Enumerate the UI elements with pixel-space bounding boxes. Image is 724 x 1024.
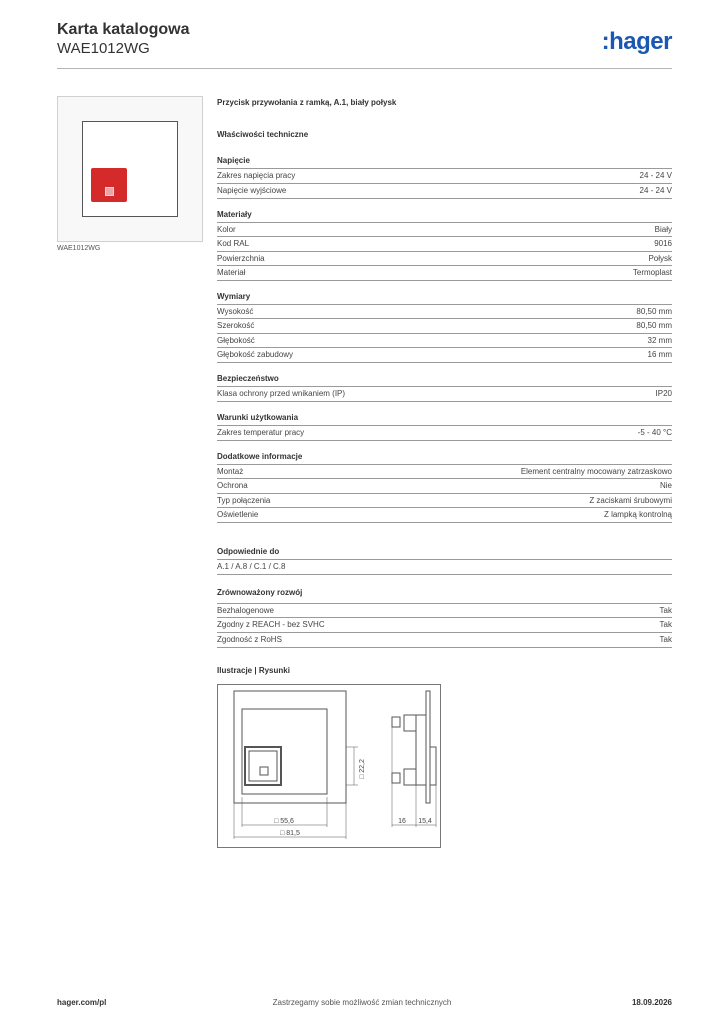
page-title: Karta katalogowa [57, 21, 190, 38]
spec-key: Bezhalogenowe [217, 606, 274, 615]
product-frame-plate [82, 121, 178, 217]
product-image-caption: WAE1012WG [57, 245, 101, 252]
spec-key: Zgodny z REACH - bez SVHC [217, 620, 325, 629]
spec-key: Materiał [217, 268, 246, 277]
spec-row [217, 425, 672, 441]
spec-value: Element centralny mocowany zatrzaskowo [520, 467, 672, 476]
spec-value: Połysk [648, 254, 672, 263]
spec-value: Tak [659, 635, 672, 644]
spec-key: Ochrona [217, 481, 248, 490]
spec-row [217, 386, 672, 402]
spec-value: -5 - 40 °C [637, 428, 672, 437]
spec-row [217, 507, 672, 523]
spec-key: Oświetlenie [217, 510, 259, 519]
spec-row [217, 632, 672, 648]
spec-row [217, 168, 672, 183]
spec-row [217, 464, 672, 479]
spec-value: Termoplast [632, 268, 672, 277]
spec-row [217, 603, 672, 618]
product-image [57, 96, 203, 242]
spec-row [217, 478, 672, 493]
spec-row [217, 265, 672, 281]
spec-row [217, 222, 672, 237]
technical-drawing [217, 684, 441, 848]
hager-logo: :hager [601, 28, 672, 55]
technical-drawing-svg [218, 685, 440, 847]
spec-key: Zakres temperatur pracy [217, 428, 305, 437]
tech-properties-title: Właściwości techniczne [217, 130, 309, 139]
spec-key: Głębokość [217, 336, 255, 345]
side-clip-bottom [404, 769, 416, 785]
side-screw-top [392, 717, 400, 727]
side-screw-bottom [392, 773, 400, 783]
spec-value: Tak [659, 620, 672, 629]
dim-height: □ 22,2 [359, 759, 366, 779]
dim-depth-b: 15,4 [418, 818, 432, 825]
spec-row [217, 493, 672, 508]
front-button-lamp [260, 767, 268, 775]
spec-value: Tak [659, 606, 672, 615]
side-button [430, 747, 436, 785]
section-title-bezpieczenstwo: Bezpieczeństwo [217, 374, 279, 383]
spec-key: Kolor [217, 225, 236, 234]
front-button-inner [249, 751, 277, 781]
spec-value: Biały [654, 225, 672, 234]
indicator-lamp-icon [105, 187, 114, 196]
spec-key: Typ połączenia [217, 496, 271, 505]
header-divider [57, 68, 672, 69]
side-frame [426, 691, 430, 803]
side-clip-top [404, 715, 416, 731]
footer-date: 18.09.2026 [631, 998, 672, 1007]
spec-value: 16 mm [647, 350, 672, 359]
spec-row [217, 333, 672, 348]
spec-key: Napięcie wyjściowe [217, 186, 287, 195]
product-name: Przycisk przywołania z ramką, A.1, biały połysk [217, 98, 397, 107]
spec-value: 24 - 24 V [639, 186, 672, 195]
spec-row [217, 347, 672, 363]
spec-key: Montaż [217, 467, 244, 476]
dim-outer-width: □ 81,5 [280, 830, 300, 837]
section-title-odpowiednie: Odpowiednie do [217, 547, 280, 556]
spec-row [217, 251, 672, 266]
spec-value: Z zaciskami śrubowymi [589, 496, 672, 505]
section-title-materialy: Materiały [217, 210, 252, 219]
front-button [245, 747, 281, 785]
side-body [416, 715, 426, 785]
spec-row [217, 304, 672, 319]
section-title-zrownowazony: Zrównoważony rozwój [217, 588, 303, 597]
section-title-warunki: Warunki użytkowania [217, 413, 299, 422]
spec-row [217, 559, 672, 575]
spec-key: Szerokość [217, 321, 255, 330]
spec-key: A.1 / A.8 / C.1 / C.8 [217, 562, 286, 571]
spec-row [217, 183, 672, 199]
spec-key: Zakres napięcia pracy [217, 171, 296, 180]
spec-value: IP20 [655, 389, 672, 398]
dim-depth-a: 16 [398, 818, 406, 825]
spec-key: Wysokość [217, 307, 254, 316]
section-title-napiecie: Napięcie [217, 156, 250, 165]
spec-value: 80,50 mm [636, 321, 672, 330]
spec-key: Klasa ochrony przed wnikaniem (IP) [217, 389, 346, 398]
spec-row [217, 318, 672, 333]
section-title-wymiary: Wymiary [217, 292, 251, 301]
spec-value: Z lampką kontrolną [603, 510, 672, 519]
footer-website-link[interactable]: hager.com/pl [57, 998, 107, 1007]
spec-row [217, 617, 672, 632]
product-red-button [91, 168, 127, 202]
spec-value: 32 mm [647, 336, 672, 345]
spec-value: 9016 [654, 239, 672, 248]
spec-row [217, 236, 672, 251]
dim-inner-width: □ 55,6 [274, 818, 294, 825]
spec-key: Głębokość zabudowy [217, 350, 294, 359]
spec-value: 24 - 24 V [639, 171, 672, 180]
spec-key: Kod RAL [217, 239, 250, 248]
spec-value: 80,50 mm [636, 307, 672, 316]
spec-key: Zgodność z RoHS [217, 635, 282, 644]
product-code-heading: WAE1012WG [57, 40, 150, 57]
section-title-ilustracje: Ilustracje | Rysunki [217, 666, 290, 675]
spec-value: Nie [659, 481, 672, 490]
spec-key: Powierzchnia [217, 254, 265, 263]
footer-disclaimer: Zastrzegamy sobie możliwość zmian technicznych [272, 998, 452, 1007]
section-title-dodatkowe: Dodatkowe informacje [217, 452, 303, 461]
